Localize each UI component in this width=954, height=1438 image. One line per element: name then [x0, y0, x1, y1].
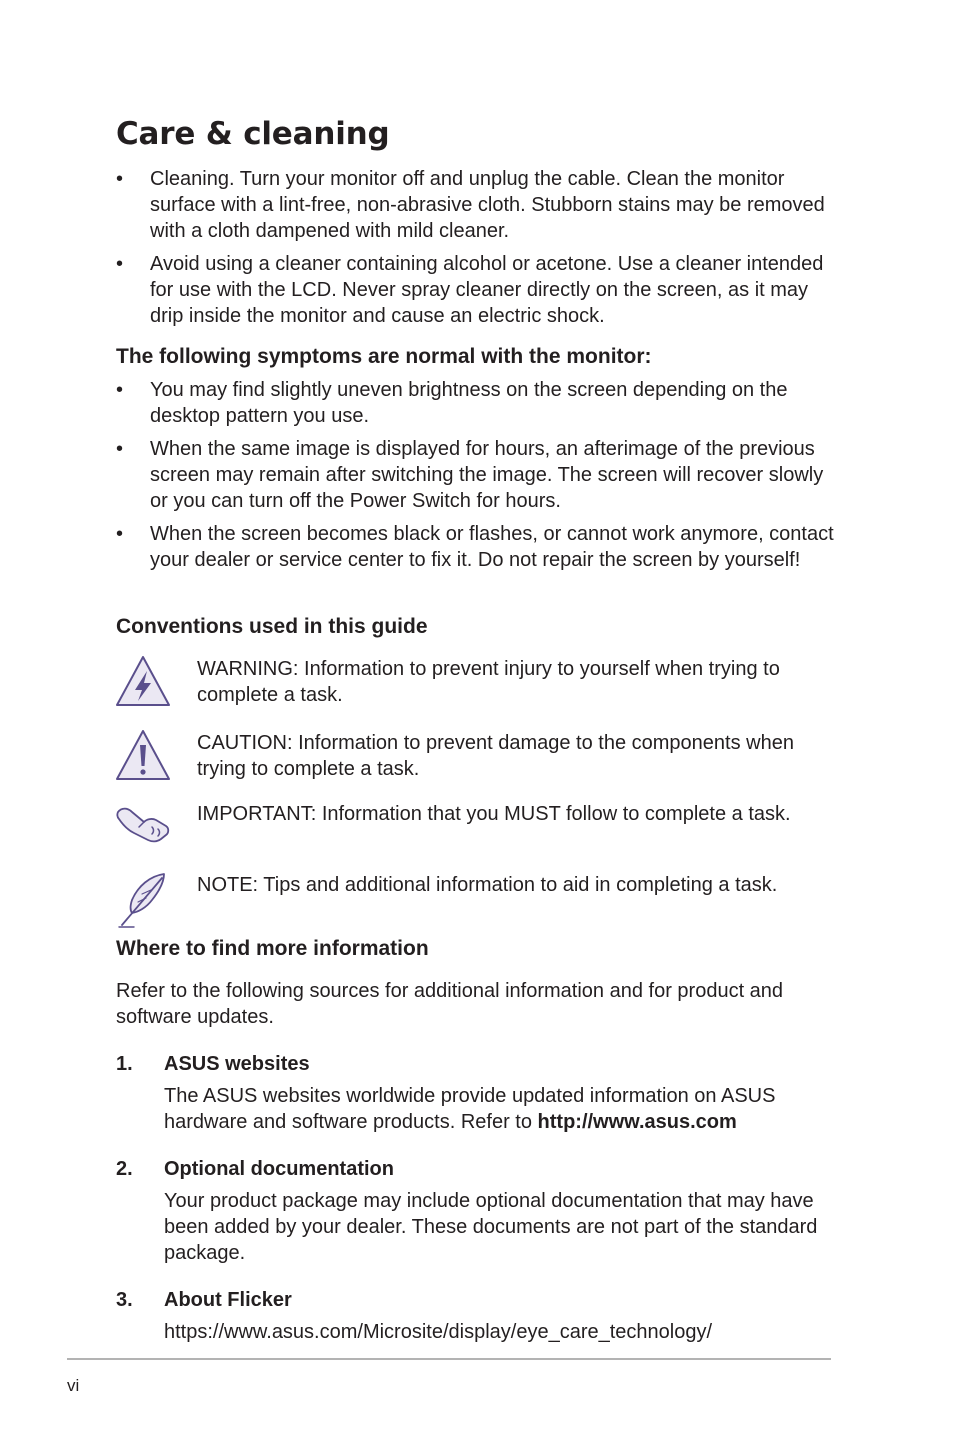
section-body-optional-documentation: Your product package may include optional documentation that may have been added by your dealer. These documents are not part of the standard package. [164, 1190, 818, 1264]
list-item: • Cleaning. Turn your monitor off and unplug the cable. Clean the monitor surface with a lint-free, non-abrasive cloth. Stubborn stains may be removed with a cloth dampened with mild cleaner. [116, 168, 825, 242]
note-feather-icon [114, 870, 172, 930]
list-item: • Avoid using a cleaner containing alcohol or acetone. Use a cleaner intended for use with the LCD. Never spray cleaner directly on the screen, as it may drip inside the monitor and cause an electric shock. [116, 253, 824, 327]
care-list [116, 166, 836, 336]
flicker-link[interactable]: https://www.asus.com/Microsite/display/eye_care_technology/ [164, 1321, 713, 1343]
symptoms-heading: The following symptoms are normal with the monitor: [116, 345, 652, 368]
caution-text: CAUTION: Information to prevent damage to the components when trying to complete a task. [197, 732, 794, 780]
page-title: Care & cleaning [116, 116, 390, 152]
footer-rule [67, 1358, 831, 1360]
section-number: 2. [116, 1158, 133, 1180]
conventions-heading: Conventions used in this guide [116, 615, 428, 638]
section-title-about-flicker: About Flicker [164, 1289, 292, 1311]
section-number: 3. [116, 1289, 133, 1311]
symptoms-list [116, 377, 836, 580]
more-info-heading: Where to find more information [116, 937, 429, 960]
important-text: IMPORTANT: Information that you MUST follow to complete a task. [197, 803, 791, 825]
important-hand-icon [114, 800, 172, 846]
section-body-asus-websites: The ASUS websites worldwide provide updated information on ASUS hardware and software products. Refer to http://www.asus.com [164, 1085, 776, 1133]
section-number: 1. [116, 1053, 133, 1075]
page-number: vi [67, 1376, 80, 1395]
bullet: • [116, 379, 124, 401]
section-title-asus-websites: ASUS websites [164, 1053, 310, 1075]
section-title-optional-documentation: Optional documentation [164, 1158, 394, 1180]
caution-exclamation-icon [114, 728, 172, 782]
asus-website-link[interactable]: http://www.asus.com [537, 1111, 737, 1133]
list-item: • You may find slightly uneven brightness on the screen depending on the desktop pattern you use. [116, 379, 788, 427]
bullet: • [116, 253, 124, 275]
bullet: • [116, 438, 124, 460]
list-item: • When the same image is displayed for hours, an afterimage of the previous screen may remain after switching the image. The screen will recover slowly or you can turn off the Power Switch for hours. [116, 438, 824, 512]
bullet: • [116, 523, 124, 545]
more-info-intro: Refer to the following sources for additional information and for product and software updates. [116, 980, 784, 1028]
warning-lightning-icon [114, 654, 172, 708]
note-text: NOTE: Tips and additional information to aid in completing a task. [197, 874, 778, 896]
warning-text: WARNING: Information to prevent injury to yourself when trying to complete a task. [197, 658, 780, 706]
bullet: • [116, 168, 124, 190]
list-item: • When the screen becomes black or flashes, or cannot work anymore, contact your dealer or service center to fix it. Do not repair the screen by yourself! [116, 523, 834, 571]
